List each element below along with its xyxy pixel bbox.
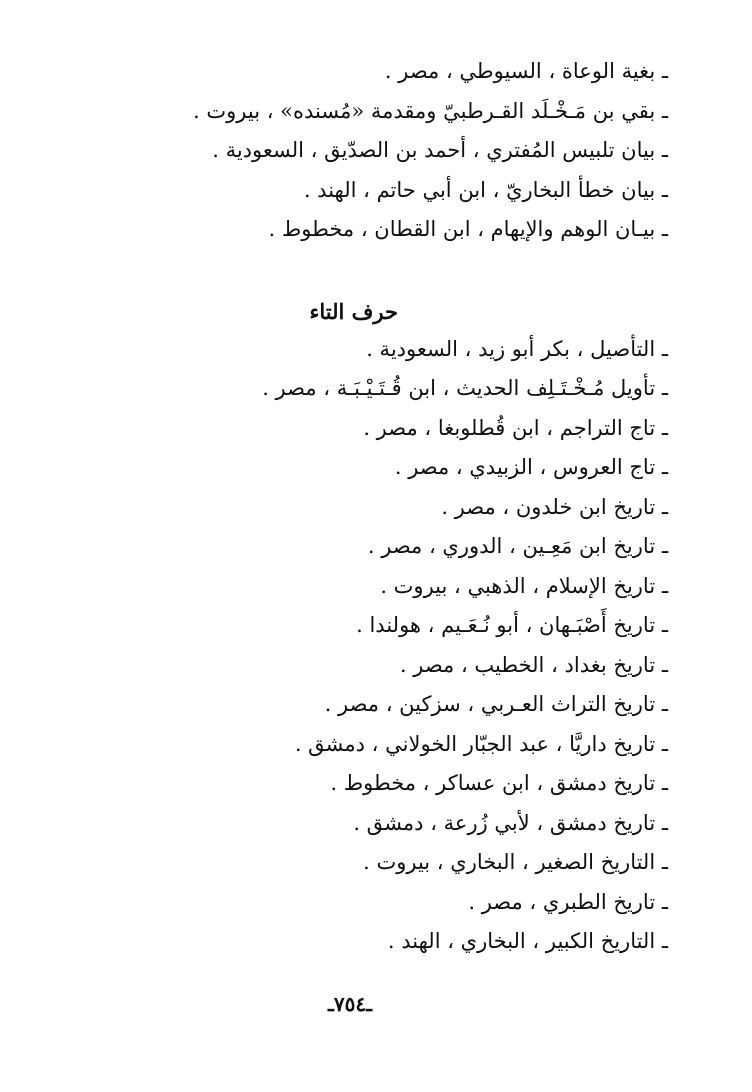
bib-entry: ـ تأويل مُـخْـتَـلِف الحديث ، ابن قُـتَـيْـبَـة ، مصر . [262, 376, 668, 400]
bib-entry: ـ تاج العروس ، الزبيدي ، مصر . [394, 455, 668, 479]
bib-entry: ـ تاريخ ابن مَعِـين ، الدوري ، مصر . [367, 534, 668, 558]
bib-entry: ـ تاريخ دمشق ، ابن عساكر ، مخطوط . [330, 771, 668, 795]
bib-entry: ـ بقي بن مَـخْـلَد القـرطبيّ ومقدمة «مُسنده» ، بيروت . [193, 98, 668, 123]
bib-entry: ـ بيان تلبيس المُفتري ، أحمد بن الصدّيق ، السعودية . [212, 138, 668, 162]
bib-entry: ـ تاريخ التراث العـربي ، سزكين ، مصر . [324, 692, 668, 716]
bib-entry: ـ تاريخ دمشق ، لأبي زُرعة ، دمشق . [353, 810, 668, 835]
bib-entry: ـ تاريخ أَصْبَـهان ، أبو نُـعَـيم ، هولندا . [356, 613, 668, 637]
bib-entry: ـ التاريخ الصغير ، البخاري ، بيروت . [363, 850, 668, 874]
bib-entry: ـ التأصيل ، بكر أبو زيد ، السعودية . [366, 336, 668, 361]
section-spacer [88, 250, 668, 294]
bib-entry: ـ تاريخ الإسلام ، الذهبي ، بيروت . [380, 573, 668, 598]
bib-entry: ـ تاريخ ابن خلدون ، مصر . [441, 494, 668, 519]
bib-entry: ـ تاريخ بغداد ، الخطيب ، مصر . [399, 652, 668, 677]
section-heading-ta: حرف التاء [309, 298, 398, 324]
bib-entry: ـ تاريخ داريَّا ، عبد الجبّار الخولاني ، دمشق . [294, 731, 668, 756]
bib-entry: ـ بغية الوعاة ، السيوطي ، مصر . [384, 59, 668, 83]
page-number: ـ٧٥٤ـ [328, 992, 372, 1016]
bib-entry: ـ التاريخ الكبير ، البخاري ، الهند . [387, 929, 668, 953]
bib-entry: ـ بيان خطأ البخاريّ ، ابن أبي حاتم ، الهند . [303, 177, 668, 202]
bib-entry: ـ تاريخ الطبري ، مصر . [468, 889, 668, 914]
bibliography-list [88, 52, 668, 962]
bib-entry: ـ تاج التراجم ، ابن قُطلوبغا ، مصر . [363, 415, 668, 440]
bib-entry: ـ بيـان الوهم والإيهام ، ابن القطان ، مخطوط . [268, 217, 668, 241]
